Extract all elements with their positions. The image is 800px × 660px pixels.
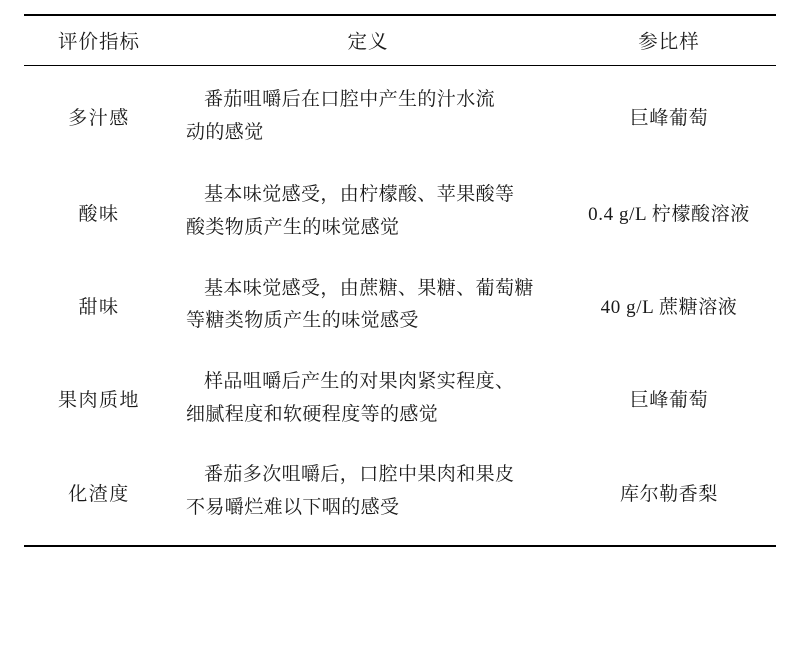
table-row [24,165,776,258]
definition-line: 细腻程度和软硬程度等的感觉 [186,403,439,425]
definition-line: 酸类物质产生的味觉感觉 [186,217,400,239]
cell-definition [174,66,562,166]
definition-line: 基本味觉感受，由蔗糖、果糖、葡萄糖 [204,277,534,299]
table-head [24,15,776,66]
cell-reference: 巨峰葡萄 [629,390,709,412]
table-header-row [24,15,776,66]
definition-line: 不易嚼烂难以下咽的感受 [186,497,400,519]
cell-reference: 巨峰葡萄 [629,108,709,130]
document-page [0,14,800,660]
table-row [24,445,776,545]
column-header-reference: 参比样 [562,15,776,66]
cell-definition [174,445,562,545]
cell-index: 果肉质地 [57,390,140,412]
cell-definition [174,259,562,352]
cell-definition [174,165,562,258]
definition-line: 样品咀嚼后产生的对果肉紧实程度、 [204,371,515,393]
definition-line: 番茄咀嚼后在口腔中产生的汁水流 [204,89,496,110]
cell-reference: 库尔勒香梨 [562,445,776,545]
table-body [24,66,776,546]
definition-line: 基本味觉感受，由柠檬酸、苹果酸等 [204,184,515,206]
table-row [24,352,776,445]
table-row [24,66,776,166]
column-header-index: 评价指标 [24,15,174,66]
cell-index: 多汁感 [68,108,130,130]
cell-index: 酸味 [78,203,120,225]
sensory-evaluation-table [24,14,776,547]
cell-reference: 0.4 g/L 柠檬酸溶液 [588,203,750,225]
table-row [24,259,776,352]
cell-definition [174,352,562,445]
definition-line: 番茄多次咀嚼后，口腔中果肉和果皮 [204,464,515,486]
cell-index: 甜味 [78,296,120,318]
definition-line: 等糖类物质产生的味觉感受 [186,310,419,332]
definition-line: 动的感觉 [186,121,264,143]
column-header-definition: 定义 [174,15,562,66]
cell-reference: 40 g/L 蔗糖溶液 [600,296,738,318]
cell-index: 化渣度 [24,445,174,545]
